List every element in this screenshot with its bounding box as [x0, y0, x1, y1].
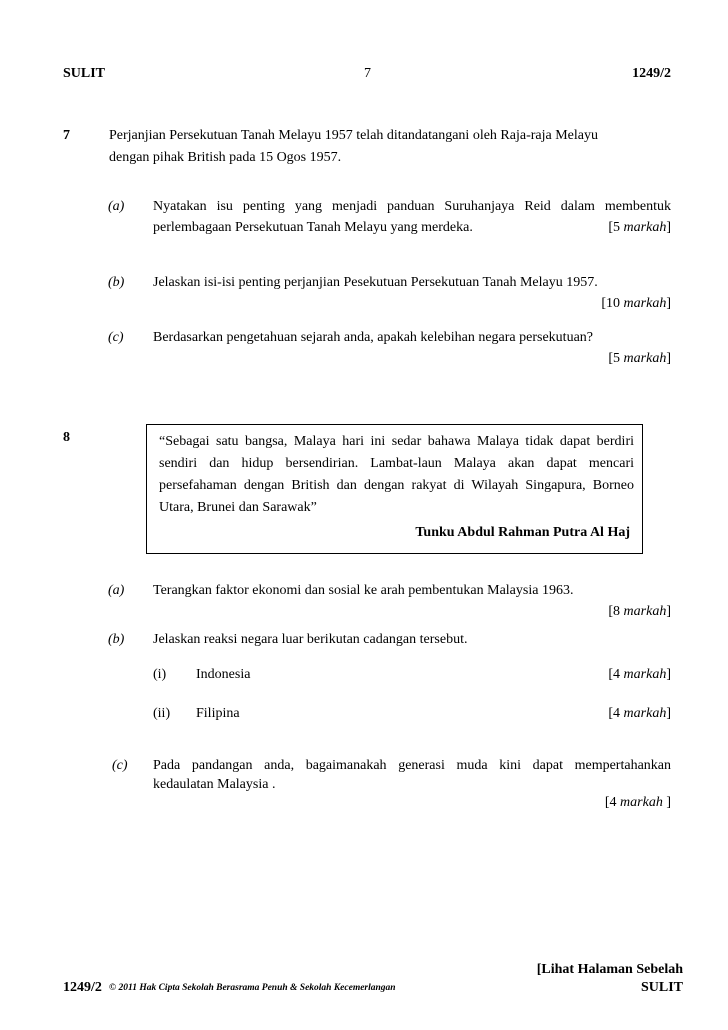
q8-b-i-text: Indonesia — [196, 667, 251, 682]
q8-c-line2: kedaulatan Malaysia . — [153, 777, 276, 792]
quote-line3: persefahaman dengan British dan dengan rakyat di Wilayah Singapura, Borneo — [159, 478, 634, 493]
q8-a-marks: [8 markah] — [608, 604, 671, 619]
q8-b-label: (b) — [108, 632, 125, 647]
q8-c-label: (c) — [112, 758, 128, 773]
q7-c-label: (c) — [108, 330, 124, 345]
q8-c-marks: [4 markah ] — [604, 795, 671, 810]
q8-b-ii-label: (ii) — [153, 706, 171, 721]
q7-c-line1: Berdasarkan pengetahuan sejarah anda, apakah kelebihan negara persekutuan? — [153, 330, 594, 345]
question-7-intro-line1: Perjanjian Persekutuan Tanah Melayu 1957 telah ditandatangani oleh Raja-raja Melayu — [109, 128, 598, 143]
footer-next-page: [Lihat Halaman Sebelah — [536, 962, 683, 977]
quote-box — [146, 424, 643, 554]
q7-a-line2: perlembagaan Persekutuan Tanah Melayu yang merdeka. — [153, 220, 473, 235]
q8-a-label: (a) — [108, 583, 125, 598]
header-sulit: SULIT — [63, 66, 106, 81]
q7-b-label: (b) — [108, 275, 125, 290]
footer-code: 1249/2 — [63, 980, 102, 995]
q7-a-marks: [5 markah] — [608, 220, 671, 235]
question-8-number: 8 — [63, 430, 70, 445]
q8-a-line1: Terangkan faktor ekonomi dan sosial ke arah pembentukan Malaysia 1963. — [153, 583, 574, 598]
q7-a-label: (a) — [108, 199, 125, 214]
q8-b-ii-text: Filipina — [196, 706, 240, 721]
question-7-number: 7 — [63, 128, 70, 143]
q8-b-line1: Jelaskan reaksi negara luar berikutan cadangan tersebut. — [153, 632, 468, 647]
page-number: 7 — [364, 66, 371, 81]
quote-author: Tunku Abdul Rahman Putra Al Haj — [415, 525, 630, 540]
q8-c-line1: Pada pandangan anda, bagaimanakah generasi muda kini dapat mempertahankan — [153, 758, 671, 773]
paper-code: 1249/2 — [632, 66, 671, 81]
quote-line2: sendiri dan hidup bersendirian. Lambat-laun Malaya akan dapat mencari — [159, 456, 634, 471]
question-7-intro-line2: dengan pihak British pada 15 Ogos 1957. — [109, 150, 342, 165]
q7-a-line1: Nyatakan isu penting yang menjadi panduan Suruhanjaya Reid dalam membentuk — [153, 199, 671, 214]
quote-line1: “Sebagai satu bangsa, Malaya hari ini sedar bahawa Malaya tidak dapat berdiri — [159, 434, 634, 449]
q7-b-marks: [10 markah] — [601, 296, 671, 311]
q8-b-i-label: (i) — [153, 667, 167, 682]
q8-b-i-marks: [4 markah] — [608, 667, 671, 682]
footer-copyright: © 2011 Hak Cipta Sekolah Berasrama Penuh & Sekolah Kecemerlangan — [109, 983, 396, 993]
q7-b-line1: Jelaskan isi-isi penting perjanjian Pesekutuan Persekutuan Tanah Melayu 1957. — [153, 275, 598, 290]
quote-line4: Utara, Brunei dan Sarawak” — [159, 500, 317, 515]
footer-sulit: SULIT — [640, 980, 683, 995]
q8-b-ii-marks: [4 markah] — [608, 706, 671, 721]
q7-c-marks: [5 markah] — [608, 351, 671, 366]
